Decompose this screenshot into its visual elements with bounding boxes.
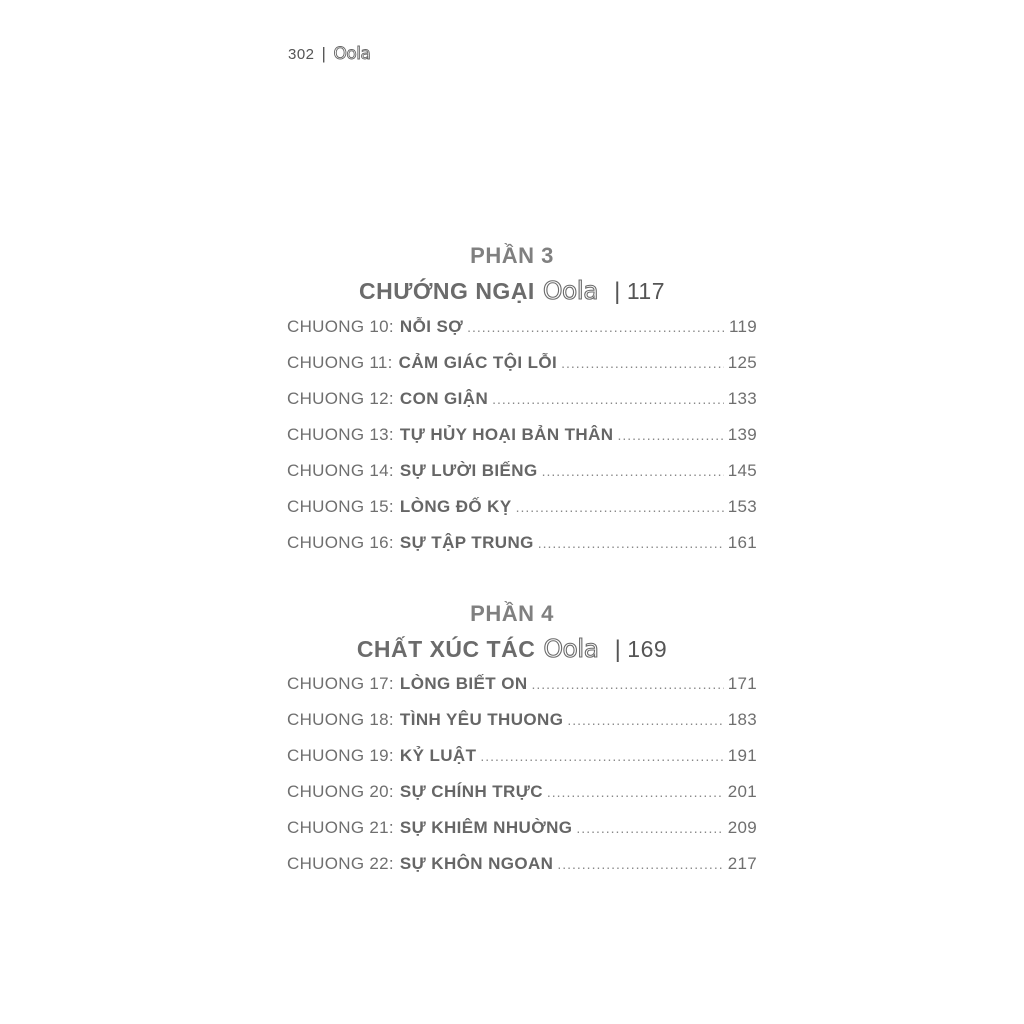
book-logo: Oola [543, 634, 599, 663]
chapter-title: SỰ TẬP TRUNG [399, 533, 534, 552]
chapter-title: TỰ HỦY HOẠI BẢN THÂN [399, 425, 614, 444]
part-title [357, 634, 667, 664]
book-logo: Oola [333, 44, 371, 64]
chapter-page: 125 [727, 353, 757, 372]
chapter-title: SỰ KHÔN NGOAN [399, 854, 554, 873]
chapter-title: LÒNG BIẾT ON [399, 674, 528, 693]
part-label: PHẦN 4 [470, 601, 554, 626]
part-title-text: CHƯỚNG NGẠI [359, 278, 535, 304]
chapter-number: CHUONG 17: [287, 674, 394, 693]
chapter-number: CHUONG 14: [287, 461, 394, 480]
chapter-title: TÌNH YÊU THUONG [399, 710, 564, 729]
dot-leader [516, 499, 724, 515]
dot-leader [532, 676, 724, 692]
toc-row[interactable] [287, 497, 757, 533]
chapter-number: CHUONG 15: [287, 497, 394, 516]
toc-row[interactable] [287, 674, 757, 710]
toc-row[interactable] [287, 353, 757, 389]
dot-leader [576, 820, 723, 836]
part-4-heading [0, 601, 1024, 664]
chapter-title: LÒNG ĐỐ KỴ [399, 497, 512, 516]
dot-leader [538, 535, 724, 551]
chapter-page: 119 [728, 317, 757, 336]
dot-leader [567, 712, 723, 728]
part-3-heading [0, 243, 1024, 306]
toc-row[interactable] [287, 533, 757, 569]
book-logo: Oola [542, 276, 599, 305]
part-title-separator: | [614, 636, 622, 663]
chapter-title: CẢM GIÁC TỘI LỖI [398, 353, 558, 372]
chapter-page: 191 [727, 746, 757, 765]
chapter-number: CHUONG 20: [287, 782, 394, 801]
dot-leader [557, 856, 723, 872]
chapter-page: 183 [727, 710, 757, 729]
toc-row[interactable] [287, 782, 757, 818]
page-number: 302 [288, 45, 315, 63]
toc-row[interactable] [287, 425, 757, 461]
chapter-page: 217 [727, 854, 757, 873]
part-3-chapter-list [287, 317, 757, 569]
chapter-number: CHUONG 19: [287, 746, 394, 765]
running-head [288, 44, 370, 64]
chapter-number: CHUONG 11: [287, 353, 393, 372]
dot-leader [542, 463, 724, 479]
header-separator: | [321, 44, 327, 63]
chapter-page: 201 [727, 782, 757, 801]
toc-row[interactable] [287, 746, 757, 782]
chapter-page: 145 [727, 461, 757, 480]
part-title-separator: | [614, 278, 621, 305]
chapter-number: CHUONG 22: [287, 854, 394, 873]
chapter-title: SỰ KHIÊM NHUỜNG [399, 818, 573, 837]
chapter-title: KỶ LUẬT [399, 746, 477, 765]
chapter-page: 161 [727, 533, 757, 552]
toc-row[interactable] [287, 854, 757, 890]
part-4-chapter-list [287, 674, 757, 890]
chapter-page: 139 [727, 425, 757, 444]
toc-row[interactable] [287, 317, 757, 353]
part-page-number: 117 [626, 278, 665, 304]
part-page-number: 169 [627, 636, 668, 662]
chapter-title: NỖI SỢ [399, 317, 464, 336]
chapter-title: SỰ CHÍNH TRỰC [399, 782, 543, 801]
chapter-page: 171 [727, 674, 757, 693]
part-title [359, 276, 665, 306]
chapter-number: CHUONG 18: [287, 710, 394, 729]
dot-leader [492, 391, 724, 407]
toc-row[interactable] [287, 389, 757, 425]
chapter-title: CON GIẬN [399, 389, 489, 408]
chapter-title: SỰ LƯỜI BIẾNG [399, 461, 538, 480]
dot-leader [547, 784, 724, 800]
dot-leader [617, 427, 723, 443]
dot-leader [467, 319, 725, 335]
chapter-number: CHUONG 21: [287, 818, 394, 837]
toc-row[interactable] [287, 818, 757, 854]
toc-row[interactable] [287, 710, 757, 746]
chapter-number: CHUONG 16: [287, 533, 394, 552]
toc-row[interactable] [287, 461, 757, 497]
chapter-page: 209 [727, 818, 757, 837]
dot-leader [561, 355, 724, 371]
chapter-number: CHUONG 13: [287, 425, 394, 444]
part-title-text: CHẤT XÚC TÁC [356, 636, 536, 662]
chapter-page: 133 [727, 389, 757, 408]
chapter-number: CHUONG 12: [287, 389, 394, 408]
chapter-page: 153 [727, 497, 757, 516]
dot-leader [480, 748, 723, 764]
part-label: PHẦN 3 [470, 243, 554, 268]
chapter-number: CHUONG 10: [287, 317, 394, 336]
